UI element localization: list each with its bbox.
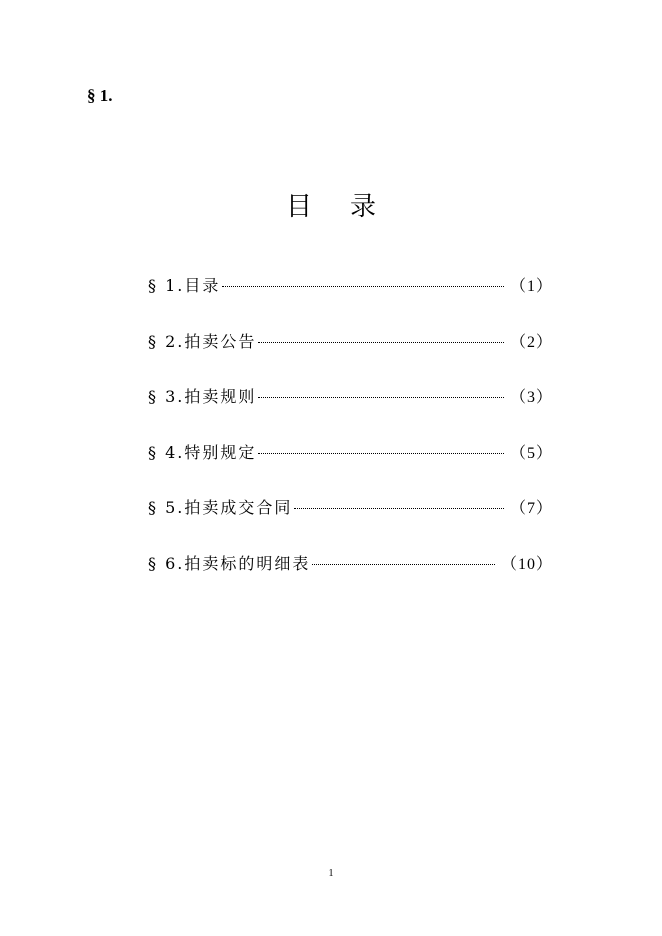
toc-entry-page: （2） [509, 333, 553, 351]
toc-entry-page: （5） [509, 444, 553, 462]
toc-dot-leader [312, 563, 495, 565]
toc-entry-page: （3） [509, 389, 553, 407]
toc-entry-label: § 2.拍卖公告 [148, 331, 257, 351]
toc-entry-item-schedule[interactable] [148, 551, 553, 577]
toc-entry-label: § 4.特别规定 [148, 442, 257, 462]
toc-entry-announcement[interactable] [148, 329, 553, 355]
page-title: 目录 [285, 192, 414, 222]
toc-entry-contract[interactable] [148, 495, 553, 521]
toc-entry-special-provisions[interactable] [148, 440, 553, 466]
toc-entry-label: § 6.拍卖标的明细表 [148, 553, 311, 573]
toc-entry-catalog[interactable] [148, 273, 553, 299]
table-of-contents [148, 273, 553, 607]
toc-entry-label: § 1.目录 [148, 276, 221, 295]
toc-entry-page: （1） [509, 278, 553, 295]
toc-entry-label: § 3.拍卖规则 [148, 387, 257, 407]
section-mark: § 1. [87, 86, 113, 105]
toc-dot-leader [222, 285, 504, 287]
toc-entry-label: § 5.拍卖成交合同 [148, 498, 293, 518]
toc-entry-page: （7） [509, 500, 553, 518]
toc-dot-leader [258, 341, 504, 343]
toc-dot-leader [294, 507, 504, 509]
page-number: 1 [328, 868, 334, 879]
toc-entry-rules[interactable] [148, 384, 553, 410]
toc-dot-leader [258, 452, 504, 454]
toc-dot-leader [258, 396, 504, 398]
toc-entry-page: （10） [500, 555, 553, 573]
